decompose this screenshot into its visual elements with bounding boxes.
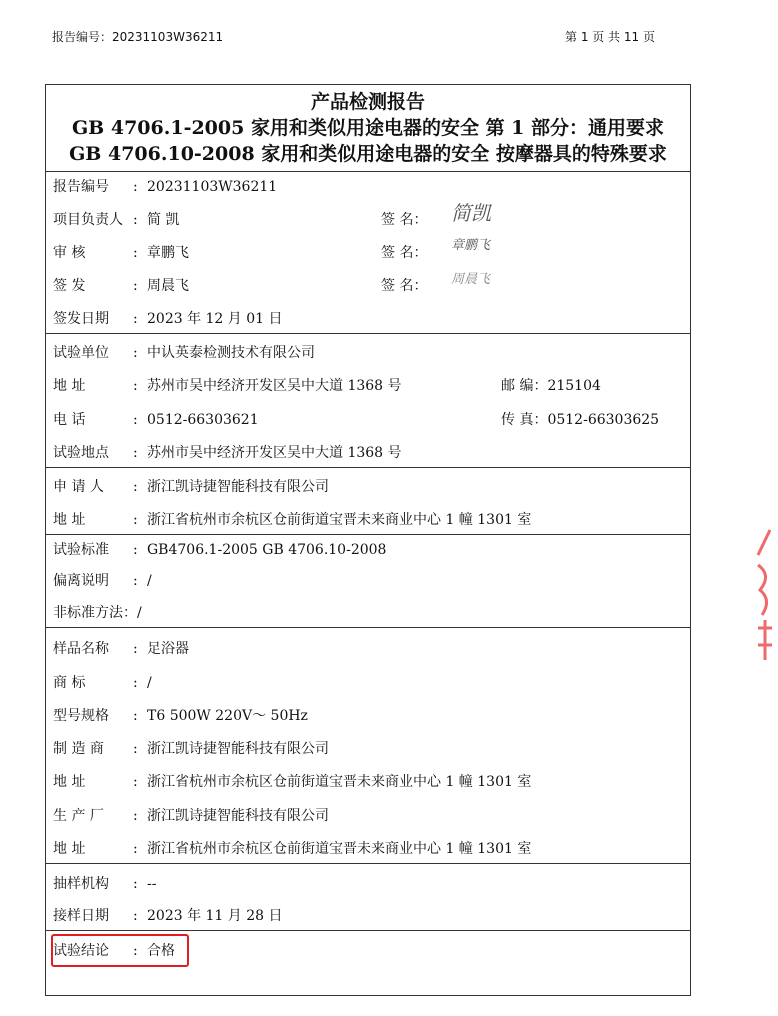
row-nonstandard [53, 602, 142, 624]
row-applicant: 申 请 人 : 浙江凯诗捷智能科技有限公司 [53, 476, 329, 498]
value-leader: 简 凯 [147, 212, 180, 228]
label-sign-1: 签 名： [381, 212, 428, 228]
value-sampler: -- [147, 876, 157, 892]
report-frame [45, 84, 691, 996]
section-sampling [46, 863, 690, 864]
value-tel: 0512-66303621 [147, 412, 259, 428]
row-factory-address: 地 址 : 浙江省杭州市余杭区仓前街道宝晋未来商业中心 1 幢 1301 室 [53, 838, 531, 860]
label-test-site: 试验地点 [53, 445, 109, 461]
value-applicant: 浙江凯诗捷智能科技有限公司 [147, 479, 329, 495]
signature-issue: 周晨飞 [451, 272, 491, 287]
report-title [46, 85, 690, 167]
value-maker-address: 浙江省杭州市余杭区仓前街道宝晋未来商业中心 1 幢 1301 室 [147, 774, 532, 790]
label-tel: 电 话 [53, 412, 86, 428]
label-issue-date: 签发日期 [53, 311, 109, 327]
value-maker: 浙江凯诗捷智能科技有限公司 [147, 741, 329, 757]
row-factory: 生 产 厂 : 浙江凯诗捷智能科技有限公司 [53, 805, 329, 827]
title-line-2: GB 4706.1-2005 家用和类似用途电器的安全 第 1 部分：通用要求 [71, 117, 665, 139]
row-maker: 制 造 商 : 浙江凯诗捷智能科技有限公司 [53, 738, 329, 760]
label-applicant-address: 地 址 [53, 512, 86, 528]
row-leader: 项目负责人 : 简 凯 [53, 209, 179, 231]
label-sampler: 抽样机构 [53, 876, 109, 892]
row-brand: 商 标 : / [53, 672, 152, 694]
value-conclusion: 合格 [147, 943, 175, 959]
row-lab: 试验单位 : 中认英泰检测技术有限公司 [53, 342, 315, 364]
postcode [501, 375, 601, 397]
row-receive-date: 接样日期 : 2023 年 11 月 28 日 [53, 905, 283, 927]
label-sample-name: 样品名称 [53, 641, 109, 657]
label-fax: 传 真： [501, 412, 548, 428]
section-conclusion [46, 930, 690, 931]
label-deviation: 偏离说明 [53, 573, 109, 589]
value-receive-date: 2023 年 11 月 28 日 [147, 908, 283, 924]
label-review: 审 核 [53, 245, 86, 261]
row-lab-address: 地 址 : 苏州市吴中经济开发区吴中大道 1368 号 [53, 375, 402, 397]
row-conclusion: 试验结论 : 合格 [53, 940, 175, 962]
label-report-no: 报告编号 [53, 179, 109, 195]
row-review: 审 核 : 章鹏飞 [53, 242, 189, 264]
label-applicant: 申 请 人 [53, 479, 104, 495]
label-sign-3: 签 名： [381, 278, 428, 294]
row-maker-address: 地 址 : 浙江省杭州市余杭区仓前街道宝晋未来商业中心 1 幢 1301 室 [53, 771, 531, 793]
signature-review: 章鹏飞 [451, 238, 491, 253]
value-applicant-address: 浙江省杭州市余杭区仓前街道宝晋未来商业中心 1 幢 1301 室 [147, 512, 532, 528]
value-postcode: 215104 [547, 378, 601, 394]
value-deviation: / [147, 573, 152, 589]
title-line-1: 产品检测报告 [310, 91, 425, 113]
label-factory: 生 产 厂 [53, 808, 104, 824]
row-tel: 电 话 : 0512-66303621 [53, 409, 259, 431]
row-applicant-address: 地 址 : 浙江省杭州市余杭区仓前街道宝晋未来商业中心 1 幢 1301 室 [53, 509, 531, 531]
value-report-no: 20231103W36211 [147, 179, 278, 195]
label-maker: 制 造 商 [53, 741, 104, 757]
label-nonstandard: 非标准方法： [53, 605, 137, 621]
label-issue: 签 发 [53, 278, 86, 294]
label-model: 型号规格 [53, 708, 109, 724]
section-applicant [46, 467, 690, 468]
section-standard [46, 534, 690, 535]
label-brand: 商 标 [53, 675, 86, 691]
value-issue-date: 2023 年 12 月 01 日 [147, 311, 283, 327]
label-sign-2: 签 名： [381, 245, 428, 261]
value-factory-address: 浙江省杭州市余杭区仓前街道宝晋未来商业中心 1 幢 1301 室 [147, 841, 532, 857]
value-factory: 浙江凯诗捷智能科技有限公司 [147, 808, 329, 824]
label-standard: 试验标准 [53, 542, 109, 558]
label-lab: 试验单位 [53, 345, 109, 361]
value-brand: / [147, 675, 152, 691]
label-lab-address: 地 址 [53, 378, 86, 394]
value-model: T6 500W 220V～ 50Hz [147, 708, 308, 724]
value-sample-name: 足浴器 [147, 641, 189, 657]
row-issue-date: 签发日期 : 2023 年 12 月 01 日 [53, 308, 283, 330]
row-report-no: 报告编号 : 20231103W36211 [53, 176, 277, 198]
row-deviation: 偏离说明 : / [53, 570, 152, 592]
row-sampler: 抽样机构 : -- [53, 873, 156, 895]
value-issue: 周晨飞 [147, 278, 189, 294]
value-lab-address: 苏州市吴中经济开发区吴中大道 1368 号 [147, 378, 402, 394]
value-standard: GB4706.1-2005 GB 4706.10-2008 [147, 542, 387, 558]
label-leader: 项目负责人 [53, 212, 123, 228]
section-lab [46, 333, 690, 334]
label-maker-address: 地 址 [53, 774, 86, 790]
label-receive-date: 接样日期 [53, 908, 109, 924]
label-postcode: 邮 编： [501, 378, 548, 394]
report-number-header: 报告编号：20231103W36211 [52, 30, 224, 44]
value-test-site: 苏州市吴中经济开发区吴中大道 1368 号 [147, 445, 402, 461]
fax [501, 409, 659, 431]
conclusion-highlight-box [51, 934, 189, 967]
value-fax: 0512-66303625 [547, 412, 660, 428]
label-conclusion: 试验结论 [53, 943, 109, 959]
row-test-site: 试验地点 : 苏州市吴中经济开发区吴中大道 1368 号 [53, 442, 402, 464]
label-factory-address: 地 址 [53, 841, 86, 857]
value-nonstandard: / [137, 605, 142, 621]
title-line-3: GB 4706.10-2008 家用和类似用途电器的安全 按摩器具的特殊要求 [69, 143, 667, 165]
signature-leader: 简凯 [451, 201, 491, 225]
section-personnel [46, 171, 690, 172]
row-issue: 签 发 : 周晨飞 [53, 275, 189, 297]
row-standard: 试验标准 : GB4706.1-2005 GB 4706.10-2008 [53, 539, 386, 561]
row-sample-name: 样品名称 : 足浴器 [53, 638, 189, 660]
page-info: 第 1 页 共 11 页 [565, 30, 655, 44]
value-review: 章鹏飞 [147, 245, 189, 261]
row-model: 型号规格 : T6 500W 220V～ 50Hz [53, 705, 308, 727]
value-lab: 中认英泰检测技术有限公司 [147, 345, 315, 361]
red-stamp-fragment [752, 520, 778, 670]
section-sample [46, 627, 690, 628]
stamp-icon [752, 520, 778, 670]
